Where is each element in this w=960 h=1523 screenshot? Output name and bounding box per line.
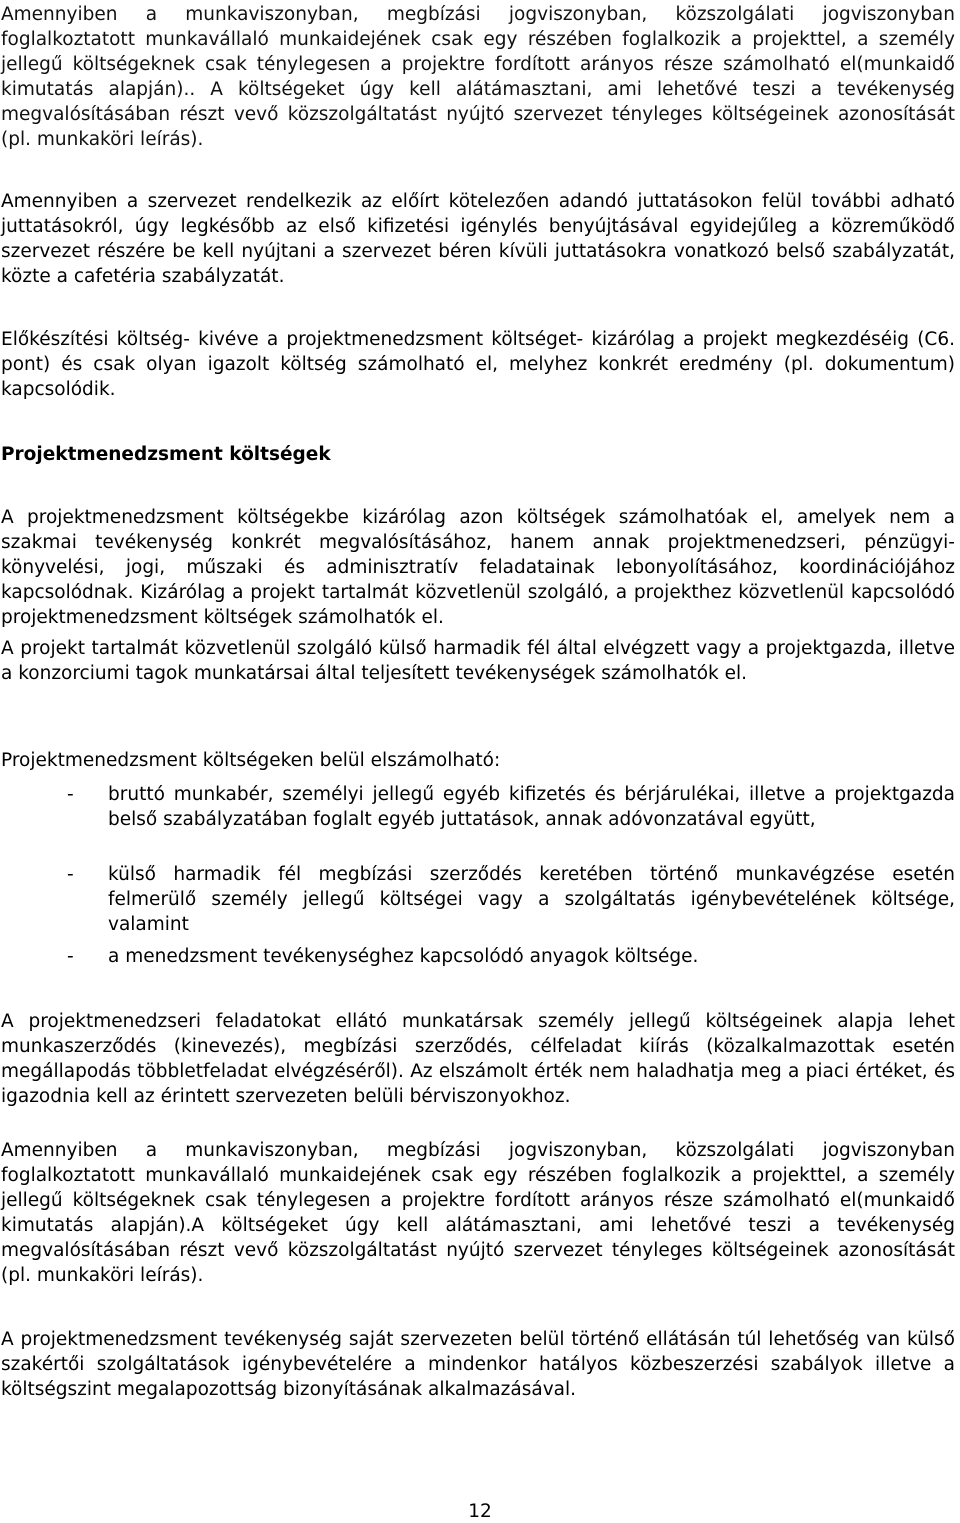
list-item-text: a menedzsment tevékenységhez kapcsolódó anyagok költsége. bbox=[108, 946, 699, 967]
paragraph-pm-costs: A projektmenedzsment költségekbe kizárólag azon költségek számolhatóak el, amelyek nem a szakmai tevékenység konkrét megvalósításához, hanem annak projektmenedzseri, pénzügyi-könyvelési, jogi, műszaki és adminisztratív feladatainak lebonyolításához, koordinációjához kapcsolódnak. Kizárólag a projekt tartalmát közvetlenül szolgáló, a projekthez közvetlenül kapcsolódó projektmenedzsment költségek számolhatók el. bbox=[1, 507, 955, 628]
section-heading: Projektmenedzsment költségek bbox=[1, 444, 331, 465]
paragraph-partial-employment: Amennyiben a munkaviszonyban, megbízási jogviszonyban, közszolgálati jogviszonyban foglalkoztatott munkavállaló munkaidejének csak egy részében foglalkozik a projekttel, a személy jellegű költségeknek csak ténylegesen a projektre fordított arányos része számolható el(munkaidő kimutatás alapján).. A költségeket úgy kell alátámasztani, ami lehetővé teszi a tevékenység megvalósításában részt vevő közszolgáltatást nyújtó szervezet tényleges költségeinek azonosítását (pl. munkaköri leírás). bbox=[1, 4, 955, 150]
paragraph-third-party: A projekt tartalmát közvetlenül szolgáló külső harmadik fél által elvégzett vagy a projektgazda, illetve a konzorciumi tagok munkatársai által teljesített tevékenységek számolhatók el. bbox=[1, 638, 955, 684]
list-item-text: külső harmadik fél megbízási szerződés keretében történő munkavégzése esetén felmerülő személy jellegű költségei vagy a szolgáltatás igénybevételének költsége, valamint bbox=[108, 864, 955, 935]
page-number: 12 bbox=[468, 1501, 492, 1522]
paragraph-additional-benefits: Amennyiben a szervezet rendelkezik az előírt kötelezően adandó juttatásokon felül további adható juttatásokról, úgy legkésőbb az első kifizetési igénylés benyújtásával egyidejűleg a közreműködő szervezet részére be kell nyújtani a szervezet béren kívüli juttatásokra vonatkozó belső szabályzatát, közte a cafetéria szabályzatát. bbox=[1, 191, 955, 287]
paragraph-pm-staff: A projektmenedzseri feladatokat ellátó munkatársak személy jellegű költségeinek alapja lehet munkaszerződés (kinevezés), megbízási szerződés, célfeladat kiírás (közalkalmazottak esetén megállapodás többletfeladat elvégzéséről). Az elszámolt érték nem haladhatja meg a piaci értéket, és igazodnia kell az érintett szervezeten belüli bérviszonyokhoz. bbox=[1, 1011, 955, 1107]
paragraph-list-intro: Projektmenedzsment költségeken belül elszámolható: bbox=[1, 750, 501, 771]
list-dash: - bbox=[67, 864, 74, 885]
paragraph-partial-employment-repeat: Amennyiben a munkaviszonyban, megbízási jogviszonyban, közszolgálati jogviszonyban foglalkoztatott munkavállaló munkaidejének csak egy részében foglalkozik a projekttel, a személy jellegű költségeknek csak ténylegesen a projektre fordított arányos része számolható el(munkaidő kimutatás alapján).A költségeket úgy kell alátámasztani, ami lehetővé teszi a tevékenység megvalósításában részt vevő közszolgáltatást nyújtó szervezet tényleges költségeinek azonosítását (pl. munkaköri leírás). bbox=[1, 1140, 955, 1286]
list-dash: - bbox=[67, 946, 74, 967]
paragraph-external-experts: A projektmenedzsment tevékenység saját szervezeten belül történő ellátásán túl lehetőség van külső szakértői szolgáltatások igénybevételére a mindenkor hatályos közbeszerzési szabályok illetve a költségszint megalapozottság bizonyításának alkalmazásával. bbox=[1, 1329, 955, 1400]
list-item-text: bruttó munkabér, személyi jellegű egyéb kifizetés és bérjárulékai, illetve a projektgazda belső szabályzatában foglalt egyéb juttatások, annak adóvonzatával együtt, bbox=[108, 784, 955, 830]
paragraph-preparation-cost: Előkészítési költség- kivéve a projektmenedzsment költséget- kizárólag a projekt megkezdéséig (C6. pont) és csak olyan igazolt költség számolható el, melyhez konkrét eredmény (pl. dokumentum) kapcsolódik. bbox=[1, 329, 955, 400]
list-dash: - bbox=[67, 784, 74, 805]
